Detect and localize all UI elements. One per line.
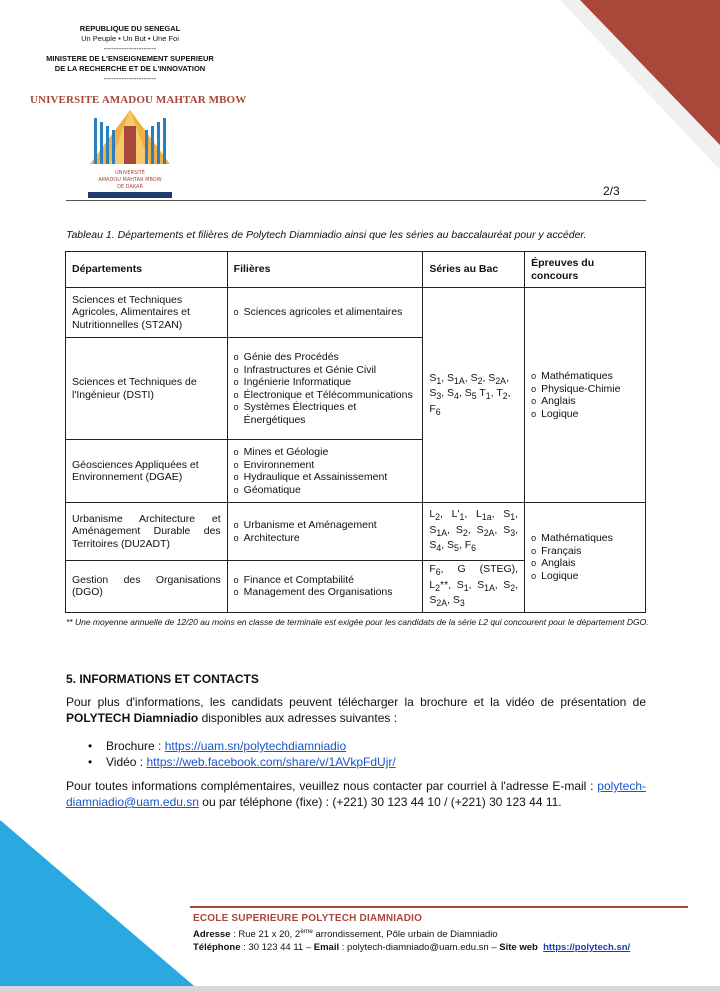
brochure-link[interactable]: https://uam.sn/polytechdiamniadio (164, 739, 347, 753)
dept-cell: Sciences et Techniques Agricoles, Alimentaires et Nutritionnelles (ST2AN) (66, 288, 228, 338)
header-epreuves: Épreuves du concours (525, 252, 646, 288)
epreuve-item: o Physique-Chimie (531, 383, 639, 396)
phone-label: Téléphone (193, 942, 241, 954)
web-label: Site web (499, 942, 538, 954)
filiere-item: o Ingénierie Informatique (234, 376, 417, 389)
series-cell (423, 288, 525, 503)
epreuve-item: o Logique (531, 570, 639, 583)
filieres-cell (227, 561, 423, 613)
filiere-item: o Mines et Géologie (234, 446, 417, 459)
filiere-item: o Finance et Comptabilité (234, 574, 417, 587)
header-filieres: Filières (227, 252, 423, 288)
corner-decoration-top (560, 0, 720, 170)
phone-value: : 30 123 44 11 – (240, 942, 314, 954)
ministry-line-2: DE LA RECHERCHE ET DE L'INNOVATION (54, 64, 206, 73)
dept-cell: Sciences et Techniques de l'Ingénieur (DSTI) (66, 338, 228, 440)
letterhead (30, 24, 230, 84)
contact-paragraph (66, 778, 646, 810)
email-label: Email (313, 942, 340, 954)
contact-text-end: ou par téléphone (fixe) : (+221) 30 123 44 10 / (+221) 30 123 44 11. (198, 795, 562, 809)
header-series: Séries au Bac (423, 252, 525, 288)
epreuve-item: o Mathématiques (531, 532, 639, 545)
header-divider (66, 200, 646, 201)
filiere-item: o Architecture (234, 532, 417, 545)
intro-paragraph (66, 694, 646, 726)
address-value: : Rue 21 x 20, 2 (230, 929, 301, 941)
corner-decoration-bottom (0, 820, 200, 991)
section-title: 5. INFORMATIONS ET CONTACTS (66, 672, 259, 686)
separator: --------------------- (103, 74, 157, 83)
series-cell: $F_6$, G (STEG), $L_2**$, $S_1$, $S_{1A}$, $S_2$, $S_{2A}$, $S_3$ (423, 561, 525, 613)
filieres-cell (227, 503, 423, 561)
table-row (66, 503, 646, 561)
departments-table (65, 251, 646, 613)
table-caption: Tableau 1. Départements et filières de Polytech Diamniadio ainsi que les séries au baccalauréat pour y accéder. (66, 229, 587, 241)
brochure-label: Brochure : (106, 739, 165, 753)
intro-text: Pour plus d'informations, les candidats peuvent télécharger la brochure et la vidéo de présentation de (66, 695, 646, 709)
table-row (66, 288, 646, 338)
ministry-line-1: MINISTERE DE L'ENSEIGNEMENT SUPERIEUR (46, 54, 214, 63)
epreuve-item: o Français (531, 545, 639, 558)
epreuve-item: o Anglais (531, 395, 639, 408)
page-number: 2/3 (603, 184, 620, 198)
epreuve-item: o Logique (531, 408, 639, 421)
filieres-cell (227, 288, 423, 338)
address-sup: ème (300, 928, 313, 935)
epreuve-item: o Anglais (531, 557, 639, 570)
filiere-item: o Urbanisme et Aménagement (234, 519, 417, 532)
logo-line-3: DE DAKAR (117, 184, 143, 190)
national-motto: Un Peuple • Un But • Une Foi (81, 34, 179, 43)
website-link[interactable]: https://polytech.sn/ (543, 942, 631, 954)
epreuves-cell (525, 503, 646, 613)
contact-email-link[interactable]: polytech-diamniadio@uam.edu.sn (66, 779, 646, 809)
university-name: UNIVERSITE AMADOU MAHTAR MBOW (30, 94, 247, 106)
video-link[interactable]: https://web.facebook.com/share/v/1AVkpFdUjr/ (146, 755, 396, 769)
filiere-item: o Systèmes Électriques et Énergétiques (234, 401, 417, 426)
series-text: $S_1$, $S_{1A}$, $S_2$, $S_{2A}$, $S_3$, $S_4$, $S_5$ $T_1$, $T_2$, $F_6$ (429, 371, 511, 417)
footer-address (193, 925, 630, 941)
filiere-item: o Infrastructures et Génie Civil (234, 364, 417, 377)
email-value: : polytech-diamniado@uam.edu.sn – (339, 942, 500, 954)
country-name: REPUBLIQUE DU SENEGAL (79, 24, 181, 33)
list-item (88, 754, 396, 770)
contact-text: Pour toutes informations complémentaires, veuillez nous contacter par courriel à l'adresse E-mail : (66, 779, 598, 793)
dept-cell: Géosciences Appliquées et Environnement (DGAE) (66, 440, 228, 503)
filiere-item: o Géomatique (234, 484, 417, 497)
page-bottom-edge (0, 986, 720, 991)
filieres-cell (227, 440, 423, 503)
university-logo (86, 106, 174, 202)
video-label: Vidéo : (106, 755, 147, 769)
header-departements: Départements (66, 252, 228, 288)
address-label: Adresse (193, 929, 231, 941)
separator: --------------------- (103, 44, 157, 53)
address-value-end: arrondissement, Pôle urbain de Diamniadio (312, 929, 498, 941)
logo-line-2: AMADOU MAHTAR MBOW (98, 177, 162, 183)
table-footnote: ** Une moyenne annuelle de 12/20 au moins en classe de terminale est exigée pour les candidats de la série L2 qui concourent pour le département DGO. (66, 617, 649, 627)
logo-line-1: UNIVERSITÉ (115, 170, 145, 176)
footer-contacts (193, 941, 630, 954)
filiere-item: o Environnement (234, 459, 417, 472)
epreuves-cell (525, 288, 646, 503)
intro-text-end: disponibles aux adresses suivantes : (198, 711, 398, 725)
dept-cell: Gestion des Organisations (DGO) (66, 561, 228, 613)
filieres-cell (227, 338, 423, 440)
footer-divider (190, 906, 688, 908)
series-cell: $L_2$, $L'_1$, $L_{1a}$, $S_1$, $S_{1A}$, $S_2$, $S_{2A}$, $S_3$, $S_4$, $S_5$, $F_6$ (423, 503, 525, 561)
filiere-item: o Management des Organisations (234, 586, 417, 599)
links-list (88, 738, 396, 770)
epreuve-item: o Mathématiques (531, 370, 639, 383)
table-header-row (66, 252, 646, 288)
dept-cell: Urbanisme Architecture et Aménagement Durable des Territoires (DU2ADT) (66, 503, 228, 561)
filiere-item: o Sciences agricoles et alimentaires (234, 306, 417, 319)
footer (193, 912, 630, 954)
filiere-item: o Hydraulique et Assainissement (234, 471, 417, 484)
filiere-item: o Électronique et Télécommunications (234, 389, 417, 402)
filiere-item: o Génie des Procédés (234, 351, 417, 364)
list-item (88, 738, 396, 754)
footer-school-name: ECOLE SUPERIEURE POLYTECH DIAMNIADIO (193, 913, 423, 924)
intro-bold: POLYTECH Diamniadio (66, 711, 199, 725)
